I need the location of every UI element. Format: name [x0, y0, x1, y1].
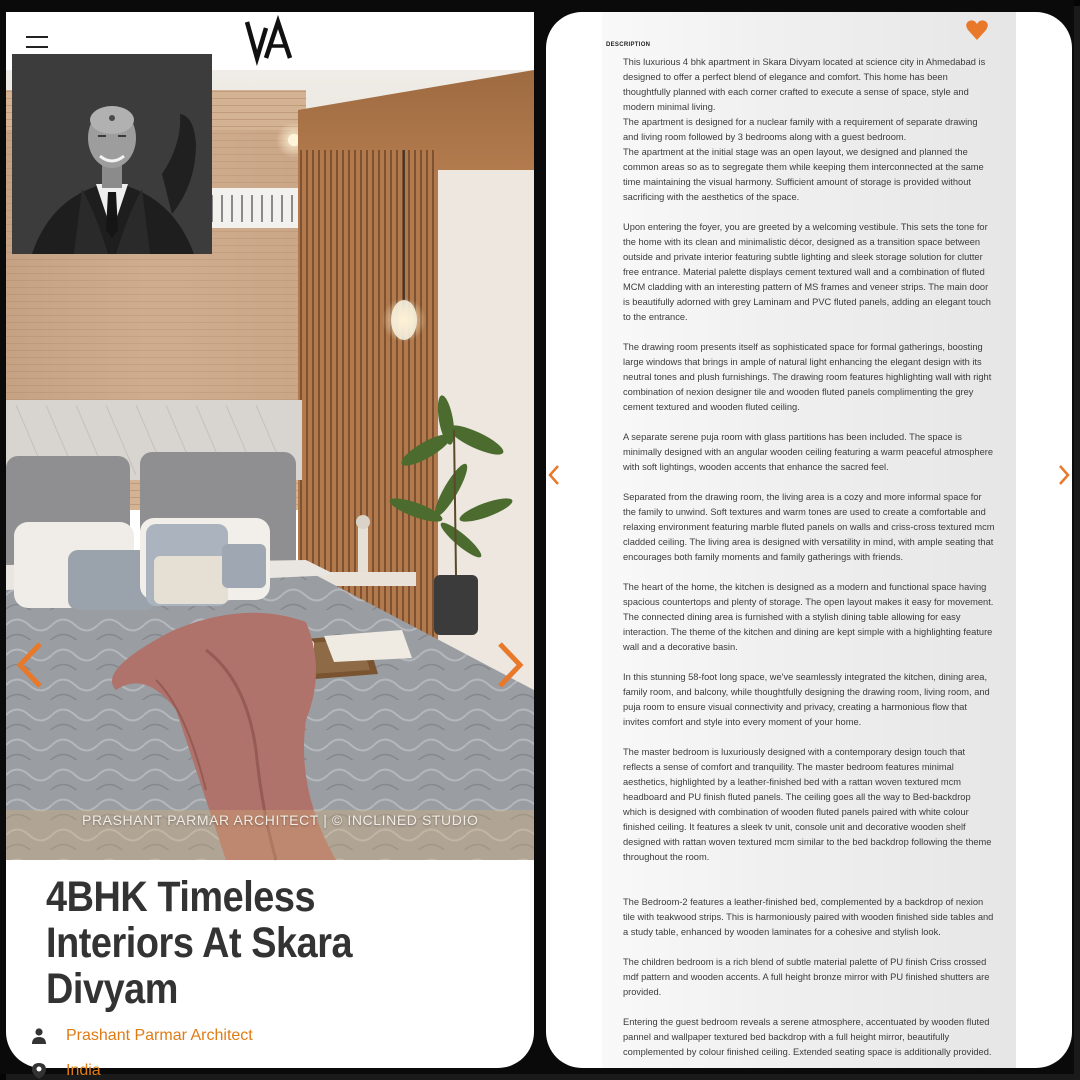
architect-avatar[interactable] — [12, 54, 212, 254]
description-paragraph: The master bedroom is luxuriously designed with a contemporary design touch that reflects a sense of comfort and tranquility. The master bedroom features minimal aesthetics, highlighted by a leather-finished bed with a rattan woven textured mcm headboard and PU finish fluted panels. The ceiling goes all the way to Bed-backdrop which is designed with combination of wooden fluted panels paired with white colour finished ceiling. It features a sleek tv unit, console unit and decorative wooden shelf designed with rattan woven textured mcm similar to the bed backdrop following the theme throughout the room. — [623, 747, 992, 862]
architect-row — [32, 1027, 253, 1045]
photo-credit: PRASHANT PARMAR ARCHITECT | © INCLINED STUDIO — [82, 812, 479, 828]
architect-portrait — [12, 54, 212, 254]
w-a-logo-icon[interactable] — [244, 18, 298, 62]
description-paragraph: In this stunning 58-foot long space, we've seamlessly integrated the kitchen, dining area, family room, and balcony, while thoughtfully designing the drawing room, living room, and puja room to ensure visual connectivity and privacy, creating a harmonious flow that invites comfort and style into every moment of your home. — [623, 672, 990, 727]
description-paragraph: The drawing room presents itself as sophisticated space for formal gatherings, boosting large windows that brings in ample of natural light enhancing the elegant design with its neutral tones and plush furnishings. The drawing room features highlighting wall with right combination of nexion designer tile and wooden fluted panels complimenting the grey cement textured and wooden fluted ceiling. — [623, 342, 992, 412]
map-pin-icon — [32, 1063, 46, 1079]
description-paragraph: Upon entering the foyer, you are greeted by a welcoming vestibule. This sets the tone for the home with its clean and minimalistic décor, designed as a transition space between outside and private interior featuring subtle lighting and sleek storage solution for clutter free entrance. Material palette displays cement textured wall and a combination of fluted MCM cladding with an interesting pattern of MS frames and veneer strips. The main door is beautifully adorned with grey Laminam and PVC fluted panels, adding an elegant touch to the entrance. — [623, 222, 991, 322]
description-paragraph: This luxurious 4 bhk apartment in Skara Divyam located at science city in Ahmedabad is designed to offer a perfect blend of elegance and comfort. This home has been thoughtfully planned with each corner crafted to execute a sense of space, style and modern minimal living. — [623, 57, 986, 112]
description-panel — [546, 12, 1072, 1068]
description-paragraph: The Bedroom-2 features a leather-finished bed, complemented by a backdrop of nexion tile with teakwood strips. This is harmoniously paired with wooden finished side tables and a study table, enhanced by wooden laminates for a cohesive and stylish look. — [623, 897, 994, 937]
location-row — [32, 1062, 101, 1080]
chevron-right-icon[interactable] — [1058, 464, 1070, 486]
title-line: 4BHK Timeless — [46, 873, 316, 921]
chevron-left-icon[interactable] — [548, 464, 560, 486]
project-title — [46, 874, 451, 1012]
description-label: DESCRIPTION — [606, 42, 651, 48]
hamburger-menu-icon[interactable] — [26, 36, 48, 50]
title-line: Divyam — [46, 965, 178, 1013]
description-paragraph: The heart of the home, the kitchen is designed as a modern and functional space having spacious countertops and plenty of storage. The open layout makes it easy for movement. The connected dining area is furnished with a stylish dining table allowing for easy interaction. The theme of the kitchen and dining are kept simple with a highlighting feature wall and a decorative basin. — [623, 582, 994, 652]
chevron-left-icon[interactable] — [14, 640, 44, 690]
description-paragraph: A separate serene puja room with glass partitions has been included. The space is minimally designed with an angular wooden ceiling featuring a warm peaceful atmosphere with soft lightings, wooden accents that enhance the sacred feel. — [623, 432, 994, 472]
description-paragraph: Entering the guest bedroom reveals a serene atmosphere, accentuated by wooden fluted pannel and wallpaper textured bed backdrop with a full height mirror, beautifully complemented by colour finished ceiling. Extended seating space is additionally provided. — [623, 1017, 992, 1057]
title-line: Interiors At Skara — [46, 919, 353, 967]
project-page-panel — [6, 12, 534, 1079]
description-paragraph: The apartment at the initial stage was an open layout, we designed and planned the common areas so as to segregate them while keeping them interconnected at the same time maintaining the visual harmony. Sufficient amount of storage is provided without sacrificing with the aesthetics of the space. — [623, 147, 984, 202]
heart-icon[interactable] — [966, 20, 988, 40]
description-paragraph: The apartment is designed for a nuclear family with a requirement of separate drawing and living room followed by 3 bedrooms along with a guest bedroom. — [623, 117, 978, 142]
architect-link[interactable]: Prashant Parmar Architect — [66, 1027, 253, 1044]
location-link[interactable]: India — [66, 1062, 101, 1079]
person-icon — [32, 1028, 46, 1044]
description-paragraph: The children bedroom is a rich blend of subtle material palette of PU finish Criss crossed mdf pattern and wooden accents. A full height bronze mirror with PU finished shutters are provided. — [623, 957, 990, 997]
description-text — [623, 55, 995, 1075]
chevron-right-icon[interactable] — [496, 640, 526, 690]
description-paragraph: Separated from the drawing room, the living area is a cozy and more informal space for the family to unwind. Soft textures and warm tones are used to create a comfortable and relaxing environment featuring marble fluted panels on walls and criss-cross textured mcm cladded ceiling. The living area is designed with versatility in mind, with ample seating that encourages both family moments and family gatherings with friends. — [623, 492, 995, 562]
